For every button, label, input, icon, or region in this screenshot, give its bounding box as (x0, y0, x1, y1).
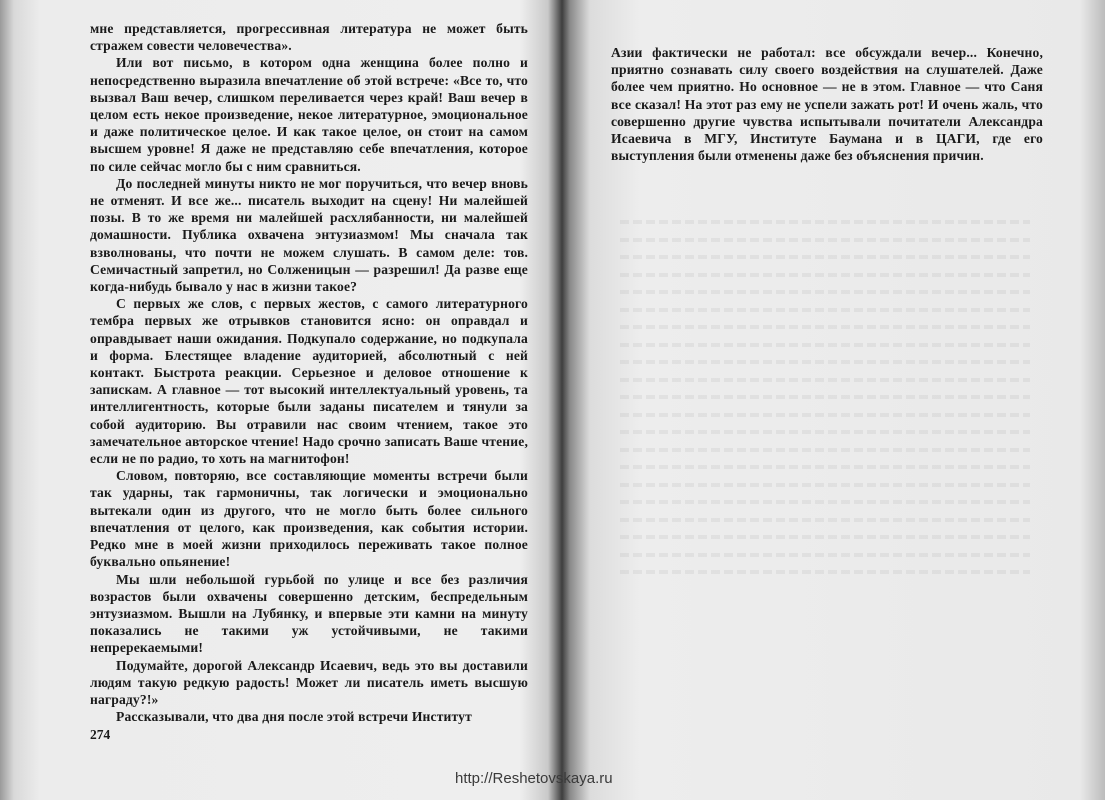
paragraph: До последней минуты никто не мог поручиться, что вечер вновь не отменят. И все же... писатель выходит на сцену! Ни малейшей позы. В то же время ни малейшей расхлябанности, ни малейшей домашности. Публика охвачена энтузиазмом! Мы сначала так взволнованы, что почти не можем слушать. В самом деле: тов. Семичастный запретил, но Солженицын — разрешил! Да разве еще когда-нибудь бывало у нас в жизни такое? (90, 175, 528, 295)
paragraph: Мы шли небольшой гурьбой по улице и все без различия возрастов были охвачены совершенно детским, беспредельным энтузиазмом. Вышли на Лубянку, и впервые эти камни на минуту показались не такими уж устойчивыми, не такими непререкаемыми! (90, 571, 528, 656)
show-through-texture (620, 220, 1030, 600)
watermark-url: http://Reshetovskaya.ru (455, 770, 613, 787)
paragraph: Или вот письмо, в котором одна женщина более полно и непосредственно выразила впечатление об этой встрече: «Все то, что вызвал Ваш вечер, слишком переливается через край! Ваш вечер в целом есть некое произведение, некое литературное, эмоциональное и даже политическое целое. И как такое целое, он стоит на самом высшем уровне! Я даже не представляю себе впечатления, которое по силе сейчас могло бы с ним сравниться. (90, 55, 528, 174)
paragraph: Подумайте, дорогой Александр Исаевич, ведь это вы доставили людям такую редкую радость! Может ли писатель иметь высшую награду?!» (90, 657, 528, 707)
page-number: 274 (90, 727, 111, 742)
paragraph: Азии фактически не работал: все обсуждали вечер... Конечно, приятно сознавать силу своего воздействия на слушателей. Даже более чем приятно. Но основное — не в этом. Главное — что Саня все сказал! На этот раз ему не успели зажать рот! И очень жаль, что совершенно другие чувства испытывали почитатели Александра Исаевича в МГУ, Институте Баумана и в ЦАГИ, где его выступления были отменены даже без объяснения причин. (611, 45, 1043, 164)
paragraph: Словом, повторяю, все составляющие моменты встречи были так ударны, так гармоничны, так логически и эмоционально вытекали один из другого, что не могло быть более сильного впечатления от целого, как произведения, как события истории. Редко мне в моей жизни приходилось переживать такое полное буквально опьянение! (90, 468, 528, 570)
paragraph: мне представляется, прогрессивная литература не может быть стражем совести человечества». (90, 21, 528, 54)
left-page (90, 20, 528, 725)
paragraph: Рассказывали, что два дня после этой встречи Институт (116, 709, 472, 725)
paragraph: С первых же слов, с первых жестов, с самого литературного тембра первых же отрывков становится ясно: он оправдал и оправдывает наши ожидания. Подкупало содержание, но подкупала и форма. Блестящее владение аудиторией, абсолютный с ней контакт. Быстрота реакции. Серьезное и деловое отношение к запискам. А главное — тот высокий интеллектуальный уровень, та интеллигентность, которые были заданы писателем и тянули за собой аудиторию. Вы отравили нас своим чтением, такое это замечательное авторское чтение! Надо срочно записать Ваше чтение, если не по радио, то хоть на магнитофон! (90, 296, 528, 467)
right-page (611, 44, 1043, 164)
